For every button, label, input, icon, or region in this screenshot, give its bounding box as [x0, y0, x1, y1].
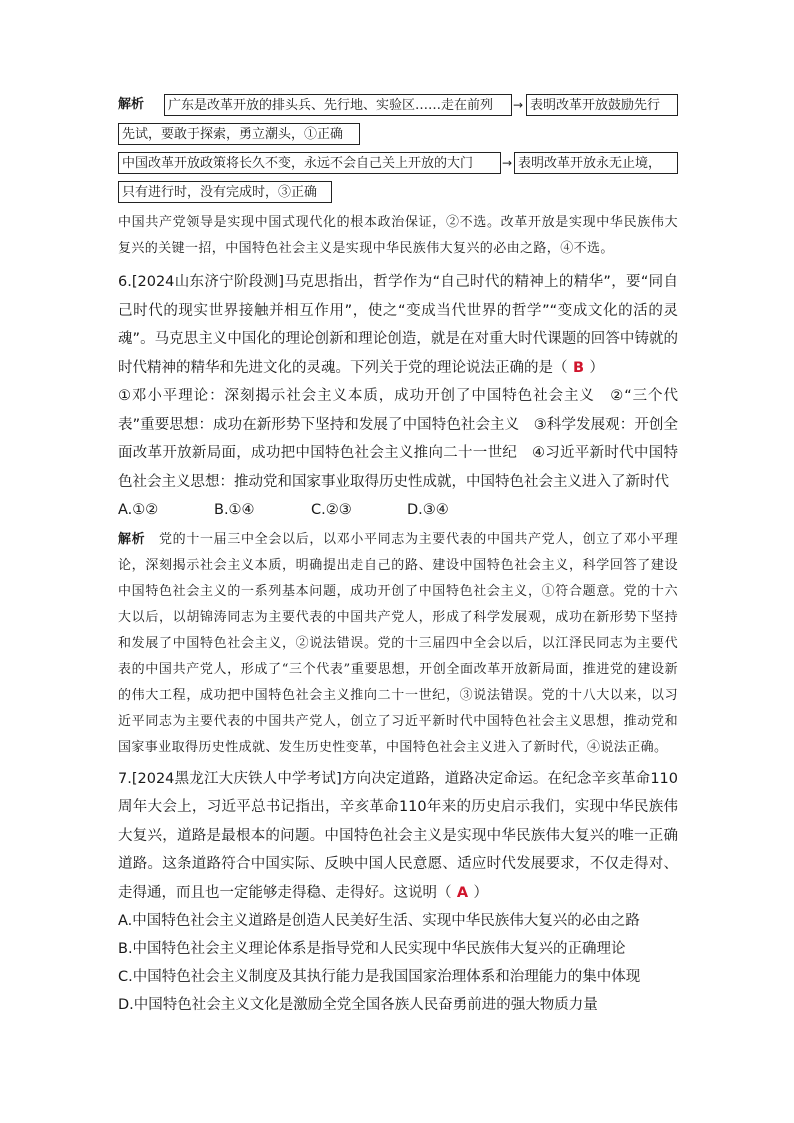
stem-close: ）: [589, 359, 604, 376]
analysis-text-q5: 中国共产党领导是实现中国式现代化的根本政治保证，②不选。改革开放是实现中华民族伟大复兴的关键一招，中国特色社会主义是实现中华民族伟大复兴的必由之路，④不选。: [118, 215, 678, 256]
flow-box-conclusion-1: 表明改革开放鼓励先行: [526, 94, 678, 116]
question-6-items: ①邓小平理论：深刻揭示社会主义本质，成功开创了中国特色社会主义 ②“三个代表”重要思想：成功在新形势下坚持和发展了中国特色社会主义 ③科学发展观：开创全面改革开放新局面，成功把中国特色社会主义推向二十一世纪 ④习近平新时代中国特色社会主义思想：推动党和国家事业取得历史性成就，中国特色社会主义进入了新时代: [118, 388, 678, 490]
arrow-icon: →: [513, 98, 524, 112]
question-6-text: 6.[2024山东济宁阶段测]马克思指出，哲学作为“自己时代的精神上的精华”，要“同自己时代的现实世界接触并相互作用”，使之“变成当代世界的哲学”“变成文化的活的灵魂”。马克思主义中国化的理论创新和理论创造，就是在对重大时代课题的回答中铸就的时代精神的精华和先进文化的灵魂。下列关于党的理论说法正确的是（: [118, 274, 678, 376]
question-7-option-d: D.中国特色社会主义文化是激励全党全国各族人民奋勇前进的强大物质力量: [118, 997, 598, 1013]
analysis-label: 解析: [118, 531, 146, 547]
option-d: D.③④: [407, 502, 449, 518]
analysis-label: 解析: [118, 97, 145, 112]
question-6-options: [118, 496, 678, 525]
page-content: [118, 92, 678, 1019]
analysis-flow-row-2: [118, 121, 678, 150]
question-7-option-a: A.中国特色社会主义道路是创造人民美好生活、实现中华民族伟大复兴的必由之路: [118, 913, 640, 929]
option-c: C.②③: [311, 502, 352, 518]
analysis-body: 党的十一届三中全会以后，以邓小平同志为主要代表的中国共产党人，创立了邓小平理论，深刻揭示社会主义本质，明确提出走自己的路、建设中国特色社会主义，科学回答了建设中国特色社会主义的一系列基本问题，成功开创了中国特色社会主义，①符合题意。党的十六大以后，以胡锦涛同志为主要代表的中国共产党人，形成了科学发展观，成功在新形势下坚持和发展了中国特色社会主义，②说法错误。党的十三届四中全会以后，以江泽民同志为主要代表的中国共产党人，形成了“三个代表”重要思想，开创全面改革开放新局面，推进党的建设新的伟大工程，成功把中国特色社会主义推向二十一世纪，③说法错误。党的十八大以来，以习近平同志为主要代表的中国共产党人，创立了习近平新时代中国特色社会主义思想，推动党和国家事业取得历史性成就、发生历史性变革，中国特色社会主义进入了新时代，④说法正确。: [118, 531, 679, 755]
arrow-icon: →: [502, 156, 513, 170]
flow-box-material-1: 广东是改革开放的排头兵、先行地、实验区……走在前列: [164, 94, 512, 116]
question-7-stem: [118, 765, 678, 908]
analysis-flow-row-4: [118, 179, 678, 208]
stem-close: ）: [473, 884, 488, 901]
flow-box-conclusion-2-cont: 只有进行时，没有完成时，③正确: [118, 181, 332, 203]
analysis-text-q6: [118, 527, 678, 761]
flow-box-material-2: 中国改革开放政策将长久不变，永远不会自己关上开放的大门: [118, 152, 501, 174]
question-7-option-b: B.中国特色社会主义理论体系是指导党和人民实现中华民族伟大复兴的正确理论: [118, 941, 626, 957]
option-a: A.①②: [118, 502, 159, 518]
question-7-text: 7.[2024黑龙江大庆铁人中学考试]方向决定道路，道路决定命运。在纪念辛亥革命110周年大会上，习近平总书记指出，辛亥革命110年来的历史启示我们，实现中华民族伟大复兴，道路是最根本的问题。中国特色社会主义是实现中华民族伟大复兴的唯一正确道路。这条道路符合中国实际、反映中国人民意愿、适应时代发展要求，不仅走得对、走得通，而且也一定能够走得稳、走得好。这说明（: [118, 770, 678, 901]
flow-box-conclusion-1-cont: 先试，要敢于探索，勇立潮头，①正确: [118, 123, 360, 145]
analysis-flow-row-1: [118, 92, 678, 121]
analysis-flow-row-3: [118, 150, 678, 179]
question-7-option-c: C.中国特色社会主义制度及其执行能力是我国国家治理体系和治理能力的集中体现: [118, 969, 641, 985]
answer-mark: A: [456, 884, 469, 901]
answer-mark: B: [572, 359, 585, 376]
question-6-stem: [118, 268, 678, 382]
flow-box-conclusion-2: 表明改革开放永无止境，: [514, 152, 678, 174]
option-b: B.①④: [214, 502, 255, 518]
